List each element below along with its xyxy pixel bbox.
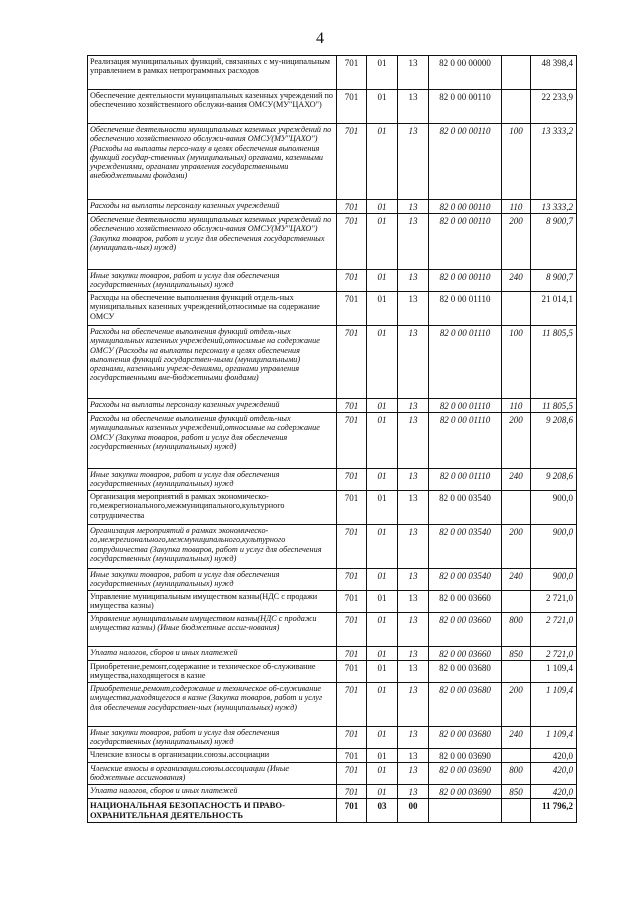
row-subsection-code: 13: [398, 270, 429, 292]
row-target-article-code: 82 0 00 00110: [429, 214, 502, 270]
row-grbs-code: 701: [337, 763, 367, 785]
row-subsection-code: 13: [398, 763, 429, 785]
row-description: Иные закупки товаров, работ и услуг для обеспечения государственных (муниципальных) нужд: [88, 469, 337, 491]
row-expense-type-code: 850: [502, 647, 531, 661]
row-description: Иные закупки товаров, работ и услуг для обеспечения государственных (муниципальных) нужд: [88, 727, 337, 749]
row-target-article-code: 82 0 00 03540: [429, 491, 502, 525]
row-target-article-code: 82 0 00 03680: [429, 661, 502, 683]
row-grbs-code: 701: [337, 727, 367, 749]
row-target-article-code: 82 0 00 03540: [429, 525, 502, 569]
row-expense-type-code: 240: [502, 270, 531, 292]
table-row: [88, 763, 577, 785]
row-amount: 8 900,7: [531, 214, 577, 270]
row-grbs-code: 701: [337, 647, 367, 661]
row-expense-type-code: 200: [502, 413, 531, 469]
row-grbs-code: 701: [337, 749, 367, 763]
row-expense-type-code: 850: [502, 785, 531, 799]
row-target-article-code: [429, 799, 502, 823]
row-target-article-code: 82 0 00 00110: [429, 270, 502, 292]
row-section-code: 01: [367, 491, 398, 525]
row-grbs-code: 701: [337, 90, 367, 124]
table-row: [88, 200, 577, 214]
row-subsection-code: 13: [398, 525, 429, 569]
row-description: Расходы на обеспечение выполнения функций отдель-ных муниципальных казенных учреждений,относимые на содержание ОМСУ: [88, 292, 337, 326]
budget-table-wrapper: [87, 55, 576, 823]
table-row: [88, 413, 577, 469]
row-grbs-code: 701: [337, 591, 367, 613]
row-grbs-code: 701: [337, 56, 367, 90]
table-row: [88, 727, 577, 749]
row-amount: 13 333,2: [531, 200, 577, 214]
row-amount: 11 805,5: [531, 399, 577, 413]
row-grbs-code: 701: [337, 785, 367, 799]
table-row: [88, 56, 577, 90]
row-expense-type-code: [502, 56, 531, 90]
budget-table-body: [88, 56, 577, 823]
table-row: [88, 525, 577, 569]
row-subsection-code: 13: [398, 749, 429, 763]
row-amount: 2 721,0: [531, 613, 577, 647]
row-amount: 420,0: [531, 763, 577, 785]
row-description: Расходы на обеспечение выполнения функций отдель-ных муниципальных казенных учреждений,относимые на содержание ОМСУ (Закупка товаров, работ и услуг для обеспечения государственных (муниципальных) нужд): [88, 413, 337, 469]
row-section-code: 01: [367, 292, 398, 326]
row-section-code: 01: [367, 613, 398, 647]
table-row: [88, 785, 577, 799]
row-amount: 1 109,4: [531, 727, 577, 749]
row-description: НАЦИОНАЛЬНАЯ БЕЗОПАСНОСТЬ И ПРАВО-ОХРАНИТЕЛЬНАЯ ДЕЯТЕЛЬНОСТЬ: [88, 799, 337, 823]
row-expense-type-code: [502, 292, 531, 326]
row-target-article-code: 82 0 00 00110: [429, 124, 502, 200]
row-description: Расходы на выплаты персоналу казенных учреждений: [88, 200, 337, 214]
row-grbs-code: 701: [337, 124, 367, 200]
row-section-code: 01: [367, 591, 398, 613]
row-subsection-code: 13: [398, 124, 429, 200]
table-row: [88, 90, 577, 124]
row-amount: 2 721,0: [531, 647, 577, 661]
table-row: [88, 469, 577, 491]
row-section-code: 01: [367, 525, 398, 569]
row-description: Членские взносы в организации.союзы.ассоциации (Иные бюджетные ассигнования): [88, 763, 337, 785]
row-subsection-code: 13: [398, 661, 429, 683]
row-grbs-code: 701: [337, 469, 367, 491]
row-subsection-code: 13: [398, 90, 429, 124]
table-row: [88, 270, 577, 292]
row-subsection-code: 13: [398, 399, 429, 413]
row-expense-type-code: [502, 591, 531, 613]
row-target-article-code: 82 0 00 03680: [429, 727, 502, 749]
row-description: Приобретение,ремонт,содержание и техническое об-служивание имущества,находящегося в казне (Закупка товаров, работ и услуг для обеспечения государствен-ных (муниципальных) нужд): [88, 683, 337, 727]
row-description: Расходы на обеспечение выполнения функций отдель-ных муниципальных казенных учреждений,относимые на содержание ОМСУ (Расходы на выплаты персоналу в целях обеспечения выполнения функций государствен-ными (муниципальными) органами, казенными учреж-дениями, органами управления государственными вне-бюджетными фондами): [88, 326, 337, 399]
row-grbs-code: 701: [337, 525, 367, 569]
row-expense-type-code: 110: [502, 399, 531, 413]
row-target-article-code: 82 0 00 03680: [429, 683, 502, 727]
table-row: [88, 591, 577, 613]
row-section-code: 01: [367, 749, 398, 763]
row-description: Управление муниципальным имуществом казны(НДС с продажи имущества казны): [88, 591, 337, 613]
row-expense-type-code: 100: [502, 124, 531, 200]
row-target-article-code: 82 0 00 03660: [429, 647, 502, 661]
row-subsection-code: 13: [398, 613, 429, 647]
row-description: Приобретение,ремонт,содержание и техническое об-служивание имущества,находящегося в казне: [88, 661, 337, 683]
row-section-code: 01: [367, 647, 398, 661]
row-amount: 900,0: [531, 525, 577, 569]
row-expense-type-code: [502, 749, 531, 763]
budget-table: [87, 55, 577, 823]
row-section-code: 01: [367, 569, 398, 591]
row-description: Иные закупки товаров, работ и услуг для обеспечения государственных (муниципальных) нужд: [88, 270, 337, 292]
row-target-article-code: 82 0 00 01110: [429, 413, 502, 469]
row-section-code: 01: [367, 200, 398, 214]
row-expense-type-code: 200: [502, 525, 531, 569]
row-grbs-code: 701: [337, 200, 367, 214]
row-amount: 9 208,6: [531, 413, 577, 469]
row-target-article-code: 82 0 00 00110: [429, 90, 502, 124]
row-description: Организация мероприятий в рамках экономическо-го,межрегионального,межмуниципального,культурного сотрудничества (Закупка товаров, работ и услуг для обеспечения государственных (муниципальных) нужд): [88, 525, 337, 569]
row-section-code: 01: [367, 56, 398, 90]
row-subsection-code: 13: [398, 326, 429, 399]
table-row: [88, 399, 577, 413]
table-row: [88, 124, 577, 200]
row-expense-type-code: [502, 90, 531, 124]
row-amount: 11 805,5: [531, 326, 577, 399]
row-section-code: 01: [367, 124, 398, 200]
row-target-article-code: 82 0 00 00000: [429, 56, 502, 90]
row-description: Обеспечение деятельности муниципальных казенных учреждений по обеспечению хозяйственного обслужи-вания ОМСУ(МУ"ЦАХО"): [88, 90, 337, 124]
row-expense-type-code: [502, 799, 531, 823]
row-expense-type-code: 240: [502, 469, 531, 491]
row-subsection-code: 13: [398, 214, 429, 270]
row-subsection-code: 13: [398, 469, 429, 491]
row-description: Обеспечение деятельности муниципальных казенных учреждений по обеспечению хозяйственного обслужи-вания ОМСУ(МУ"ЦАХО") (Расходы на выплаты персо-налу в целях обеспечения выполнения функций государ-ственных (муниципальных) органами, казенными учреждениями, органами управления государственными внебюджетными фондами): [88, 124, 337, 200]
row-section-code: 01: [367, 270, 398, 292]
row-grbs-code: 701: [337, 491, 367, 525]
row-expense-type-code: 800: [502, 613, 531, 647]
row-amount: 1 109,4: [531, 683, 577, 727]
table-row: [88, 749, 577, 763]
row-subsection-code: 13: [398, 413, 429, 469]
row-section-code: 01: [367, 399, 398, 413]
row-subsection-code: 13: [398, 569, 429, 591]
row-description: Уплата налогов, сборов и иных платежей: [88, 647, 337, 661]
row-expense-type-code: 240: [502, 569, 531, 591]
row-target-article-code: 82 0 00 00110: [429, 200, 502, 214]
table-row: [88, 647, 577, 661]
row-subsection-code: 13: [398, 647, 429, 661]
row-description: Иные закупки товаров, работ и услуг для обеспечения государственных (муниципальных) нужд: [88, 569, 337, 591]
row-target-article-code: 82 0 00 03690: [429, 785, 502, 799]
row-subsection-code: 13: [398, 727, 429, 749]
row-section-code: 01: [367, 727, 398, 749]
row-expense-type-code: 110: [502, 200, 531, 214]
row-subsection-code: 13: [398, 200, 429, 214]
row-target-article-code: 82 0 00 01110: [429, 399, 502, 413]
row-grbs-code: 701: [337, 569, 367, 591]
row-grbs-code: 701: [337, 683, 367, 727]
row-section-code: 01: [367, 214, 398, 270]
row-grbs-code: 701: [337, 270, 367, 292]
row-target-article-code: 82 0 00 03660: [429, 613, 502, 647]
row-section-code: 03: [367, 799, 398, 823]
row-amount: 420,0: [531, 749, 577, 763]
row-description: Расходы на выплаты персоналу казенных учреждений: [88, 399, 337, 413]
row-amount: 8 900,7: [531, 270, 577, 292]
row-target-article-code: 82 0 00 03540: [429, 569, 502, 591]
row-subsection-code: 00: [398, 799, 429, 823]
row-amount: 9 208,6: [531, 469, 577, 491]
row-subsection-code: 13: [398, 491, 429, 525]
table-row: [88, 491, 577, 525]
row-amount: 900,0: [531, 569, 577, 591]
table-row: [88, 326, 577, 399]
row-grbs-code: 701: [337, 613, 367, 647]
row-section-code: 01: [367, 683, 398, 727]
row-subsection-code: 13: [398, 683, 429, 727]
row-subsection-code: 13: [398, 56, 429, 90]
row-amount: 22 233,9: [531, 90, 577, 124]
row-subsection-code: 13: [398, 591, 429, 613]
row-target-article-code: 82 0 00 03690: [429, 749, 502, 763]
table-row: [88, 661, 577, 683]
row-description: Обеспечение деятельности муниципальных казенных учреждений по обеспечению хозяйственного обслужи-вания ОМСУ(МУ"ЦАХО") (Закупка товаров, работ и услуг для обеспечения государственных (муниципаль-ных) нужд): [88, 214, 337, 270]
row-amount: 11 796,2: [531, 799, 577, 823]
row-expense-type-code: 200: [502, 214, 531, 270]
row-expense-type-code: 200: [502, 683, 531, 727]
table-row: [88, 569, 577, 591]
row-target-article-code: 82 0 00 01110: [429, 469, 502, 491]
row-target-article-code: 82 0 00 03660: [429, 591, 502, 613]
row-description: Управление муниципальным имуществом казны(НДС с продажи имущества казны) (Иные бюджетные ассиг-нования): [88, 613, 337, 647]
row-grbs-code: 701: [337, 292, 367, 326]
row-expense-type-code: 800: [502, 763, 531, 785]
row-grbs-code: 701: [337, 399, 367, 413]
row-amount: 2 721,0: [531, 591, 577, 613]
row-grbs-code: 701: [337, 214, 367, 270]
row-section-code: 01: [367, 90, 398, 124]
row-grbs-code: 701: [337, 799, 367, 823]
row-grbs-code: 701: [337, 661, 367, 683]
row-amount: 13 333,2: [531, 124, 577, 200]
table-row: [88, 683, 577, 727]
row-target-article-code: 82 0 00 01110: [429, 292, 502, 326]
row-section-code: 01: [367, 661, 398, 683]
row-section-code: 01: [367, 326, 398, 399]
row-subsection-code: 13: [398, 292, 429, 326]
row-target-article-code: 82 0 00 01110: [429, 326, 502, 399]
row-amount: 420,0: [531, 785, 577, 799]
row-expense-type-code: 100: [502, 326, 531, 399]
row-target-article-code: 82 0 00 03690: [429, 763, 502, 785]
row-grbs-code: 701: [337, 413, 367, 469]
row-amount: 900,0: [531, 491, 577, 525]
row-amount: 21 014,1: [531, 292, 577, 326]
table-row: [88, 613, 577, 647]
row-section-code: 01: [367, 413, 398, 469]
row-expense-type-code: [502, 661, 531, 683]
row-section-code: 01: [367, 469, 398, 491]
table-row: [88, 292, 577, 326]
row-section-code: 01: [367, 763, 398, 785]
row-amount: 1 109,4: [531, 661, 577, 683]
row-description: Уплата налогов, сборов и иных платежей: [88, 785, 337, 799]
row-description: Реализация муниципальных функций, связанных с му-ниципальным управлением в рамках непрограммных расходов: [88, 56, 337, 90]
row-description: Членские взносы в организации.союзы.ассоциации: [88, 749, 337, 763]
row-expense-type-code: 240: [502, 727, 531, 749]
row-description: Организация мероприятий в рамках экономическо-го,межрегионального,межмуниципального,культурного сотрудничества: [88, 491, 337, 525]
row-subsection-code: 13: [398, 785, 429, 799]
row-section-code: 01: [367, 785, 398, 799]
page-number: 4: [316, 30, 324, 47]
table-row: [88, 214, 577, 270]
row-amount: 48 398,4: [531, 56, 577, 90]
row-expense-type-code: [502, 491, 531, 525]
row-grbs-code: 701: [337, 326, 367, 399]
table-row: [88, 799, 577, 823]
